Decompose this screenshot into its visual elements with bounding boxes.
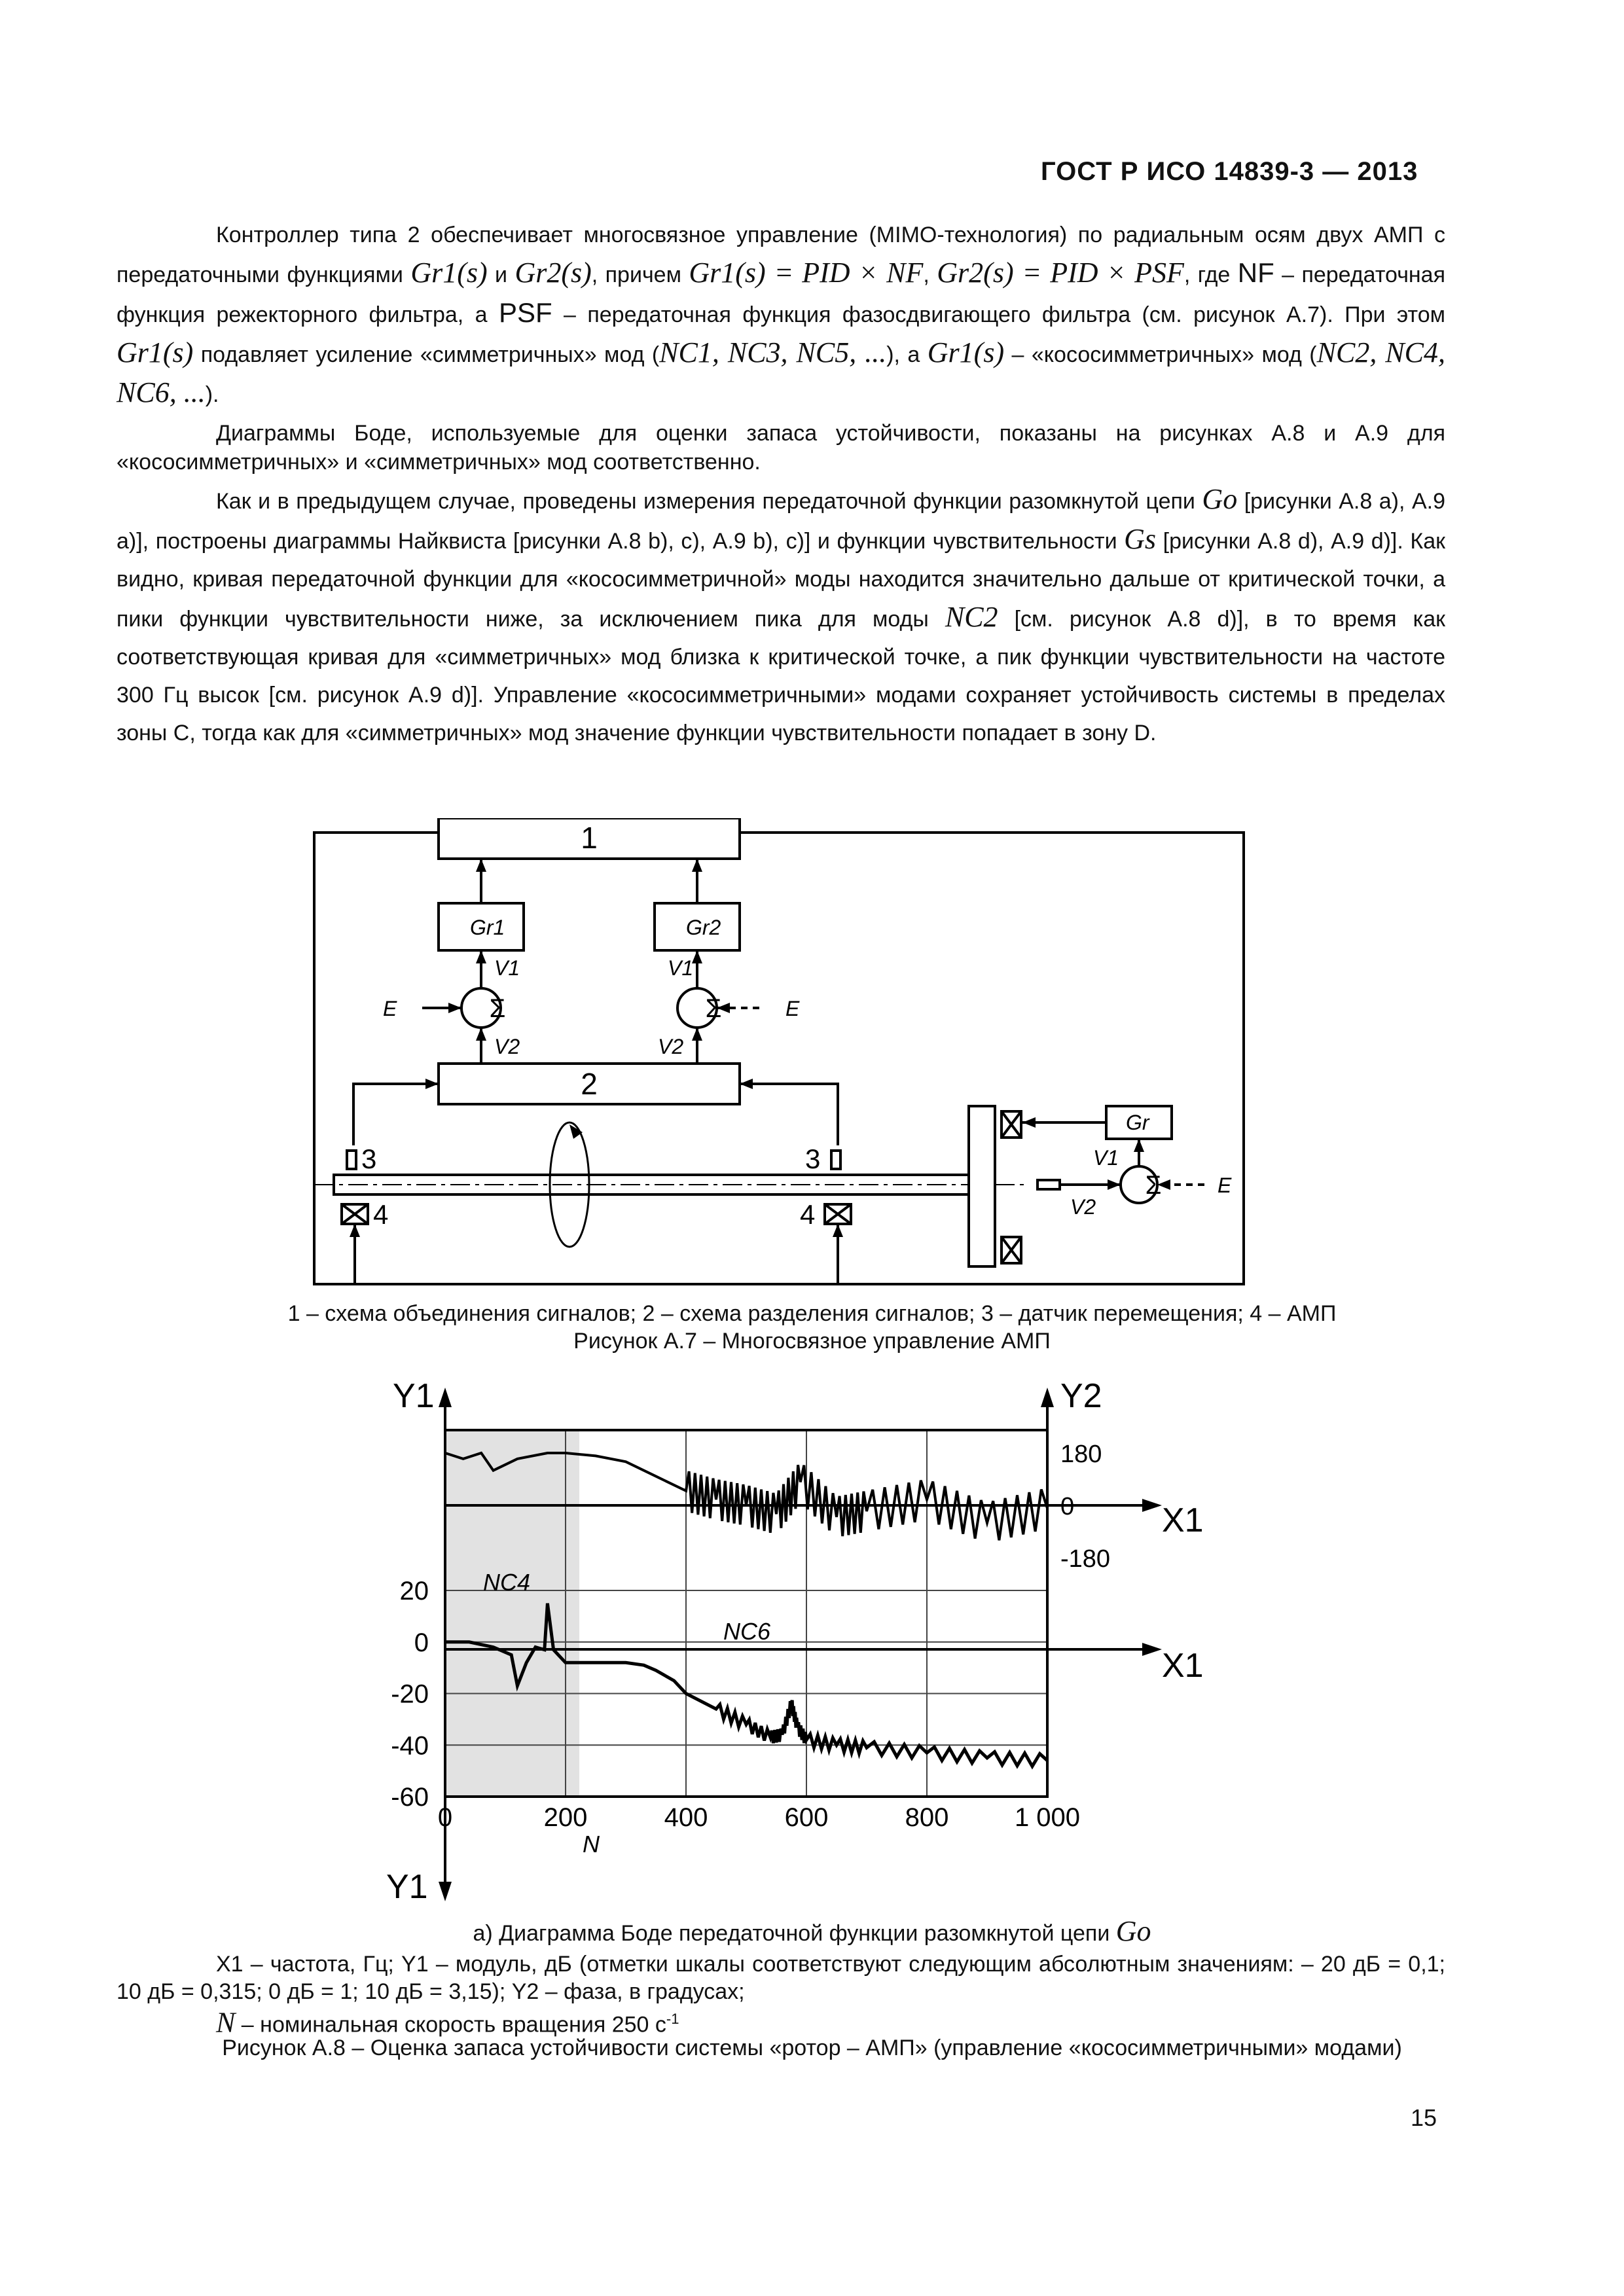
annotation-n: N [583,1831,600,1857]
figure-7-legend: 1 – схема объединения сигналов; 2 – схема разделения сигналов; 3 – датчик перемещения; 4 – АМП [287,1301,1337,1326]
displacement-sensor-right [831,1151,840,1169]
axial-sensor [1038,1180,1060,1189]
x-tick-label: 200 [543,1803,588,1832]
figure-8-legend: X1 – частота, Гц; Y1 – модуль, дБ (отметки шкалы соответствуют следующим абсолютным значениям: – 20 дБ = 0,1; 10 дБ = 0,315; 0 дБ = 1; 10 дБ = 3,15); Y2 – фаза, в градусах; N – номинальная скорость вращения 250 $с^{-1}$ [117,1952,1445,2039]
annotation-nc6: NC6 [723,1618,771,1645]
gs-symbol: Gs [1124,523,1157,555]
gr2-label: Gr2 [686,916,721,939]
x-tick-label: 600 [784,1803,829,1832]
bearing-label-right: 4 [800,1199,816,1230]
bearing-right [825,1204,851,1224]
psf-symbol: PSF [498,297,552,328]
gr1-label: Gr1 [470,916,505,939]
shaded-zone [445,1430,579,1797]
y2-tick-label: 0 [1060,1493,1075,1520]
y2-label: Y2 [1060,1377,1102,1415]
sigma-1: Σ [489,994,506,1023]
y1-tick-label: -60 [391,1783,429,1812]
y2-tick-label: 180 [1060,1441,1102,1468]
sigma-2: Σ [705,994,722,1023]
y2-tick-label: -180 [1060,1545,1111,1573]
bearing-label-left: 4 [373,1199,389,1230]
e-label-1: E [383,997,397,1020]
sensor-label-left: 3 [361,1143,377,1174]
document-header: ГОСТ Р ИСО 14839-3 — 2013 [1041,157,1418,186]
v1-label-1: V1 [494,956,520,980]
nc2-symbol: NC2 [945,601,998,633]
outer-loop-frame [314,833,1244,1284]
gr1-symbol-2: Gr1(s) [117,336,194,368]
axial-bearing-bottom [1001,1237,1021,1263]
paragraph-1: Контроллер типа 2 обеспечивает многосвязное управление (MIMO-технология) по радиальным осям двух АМП с передаточными функциями Gr1(s) и Gr2(s), причем Gr1(s) = PID × NF, Gr2(s) = PID × PSF, где NF – передаточная функция режекторного фильтра, а PSF – передаточная функция фазосдвигающего фильтра (см. рисунок А.7). При этом Gr1(s) подавляет усиление «симметричных» мод (NC1, NC3, NC5, ...), а Gr1(s) – «кососимметричных» мод (NC2, NC4, NC6, ...). Диаграммы Боде, используемые для оценки запаса устойчивости, показаны на рисунках А.8 и А.9 для «кососимметричных» и «симметричных» мод соответственно. Как и в предыдущем случае, проведены измерения передаточной функции разомкнутой цепи Go [рисунки А.8 а), А.9 а)], построены диаграммы Найквиста [рисунки А.8 b), c), А.9 b), c)] и функции чувствительности Gs [рисунки А.8 d), А.9 d)]. Как видно, кривая передаточной функции для «кососимметричной» моды находится значительно дальше от критической точки, а пики функции чувствительности ниже, за исключением пика для моды NC2 [см. рисунок А.8 d)], в то время как соответствующая кривая для «симметричных» мод близка к критической точке, а пик функции чувствительности на частоте 300 Гц высок [см. рисунок А.9 d)]. Управление «кососимметричными» модами сохраняет устойчивость системы в пределах зоны С, тогда как для «симметричных» мод значение функции чувствительности попадает в зону D. [117,216,1445,752]
go-symbol: Go [1202,483,1238,515]
y1-tick-label: 0 [414,1628,429,1657]
x-tick-label: 800 [905,1803,949,1832]
nf-symbol: NF [1237,257,1274,288]
y1-tick-label: -20 [391,1679,429,1709]
x-tick-label: 400 [664,1803,708,1832]
figure-7-title: Рисунок А.7 – Многосвязное управление АМП [573,1329,1051,1354]
e-label-2: E [785,997,800,1020]
rotor-disk [969,1106,995,1266]
mimo-control-diagram [308,818,1257,1296]
y1-tick-label: 20 [399,1577,429,1605]
displacement-sensor-left [347,1151,356,1169]
v1-label-2: V1 [668,956,694,980]
x-tick-label: 1 000 [1014,1803,1081,1832]
e-label-3: E [1218,1174,1232,1197]
paragraph-2: Диаграммы Боде, используемые для оценки запаса устойчивости, показаны на рисунках А.8 и А.9 для «кососимметричных» и «симметричных» мод соответственно. [117,421,1445,475]
v2-label-1: V2 [494,1035,520,1058]
bode-diagram [367,1368,1283,1911]
sensor-label-right: 3 [805,1143,821,1174]
paragraph-3: Как и в предыдущем случае, проведены измерения передаточной функции разомкнутой цепи Go [рисунки А.8 а), А.9 а)], построены диаграммы Найквиста [рисунки А.8 b), c), А.9 b), c)] и функции чувствительности Gs [рисунки А.8 d), А.9 d)]. Как видно, кривая передаточной функции для «кососимметричной» моды находится значительно дальше от критической точки, а пики функции чувствительности ниже, за исключением пика для моды NC2 [см. рисунок А.8 d)], в то время как соответствующая кривая для «симметричных» мод близка к критической точке, а пик функции чувствительности на частоте 300 Гц высок [см. рисунок А.9 d)]. Управление «кососимметричными» модами сохраняет устойчивость системы в пределах зоны С, тогда как для «симметричных» мод значение функции чувствительности попадает в зону D. [117,483,1445,745]
gr-label: Gr [1126,1111,1149,1134]
skew-modes: NC2, NC4, NC6, ... [117,336,1445,408]
equation-gr1: Gr1(s) = PID × NF [689,257,924,289]
y1-tick-label: -40 [391,1731,429,1761]
annotation-nc4: NC4 [483,1569,531,1596]
gr2-symbol: Gr2(s) [514,257,592,289]
bearing-left [342,1204,368,1224]
v1-label-3: V1 [1093,1146,1119,1170]
y1-label-top: Y1 [393,1377,435,1415]
page-number: 15 [1411,2104,1437,2131]
sigma-3: Σ [1145,1171,1162,1200]
x-tick-label: 0 [437,1803,453,1832]
axial-bearing-top [1001,1111,1021,1138]
equation-gr2: Gr2(s) = PID × PSF [937,257,1184,289]
v2-label-3: V2 [1070,1195,1096,1219]
gr1-symbol-3: Gr1(s) [927,336,1005,368]
symmetric-modes: NC1, NC3, NC5, ... [659,336,887,368]
figure-8a-caption: a) Диаграмма Боде передаточной функции разомкнутой цепи Go [473,1915,1151,1947]
box1-label: 1 [581,821,598,855]
v2-label-2: V2 [658,1035,684,1058]
x1-label: X1 [1162,1647,1204,1685]
y1-label-bottom: Y1 [386,1868,428,1906]
figure-8-title: Рисунок А.8 – Оценка запаса устойчивости системы «ротор – АМП» (управление «кососимметричными» модами) [222,2036,1402,2060]
gr1-symbol: Gr1(s) [410,257,488,289]
box2-label: 2 [581,1067,598,1101]
x1-label-phase: X1 [1162,1501,1204,1539]
